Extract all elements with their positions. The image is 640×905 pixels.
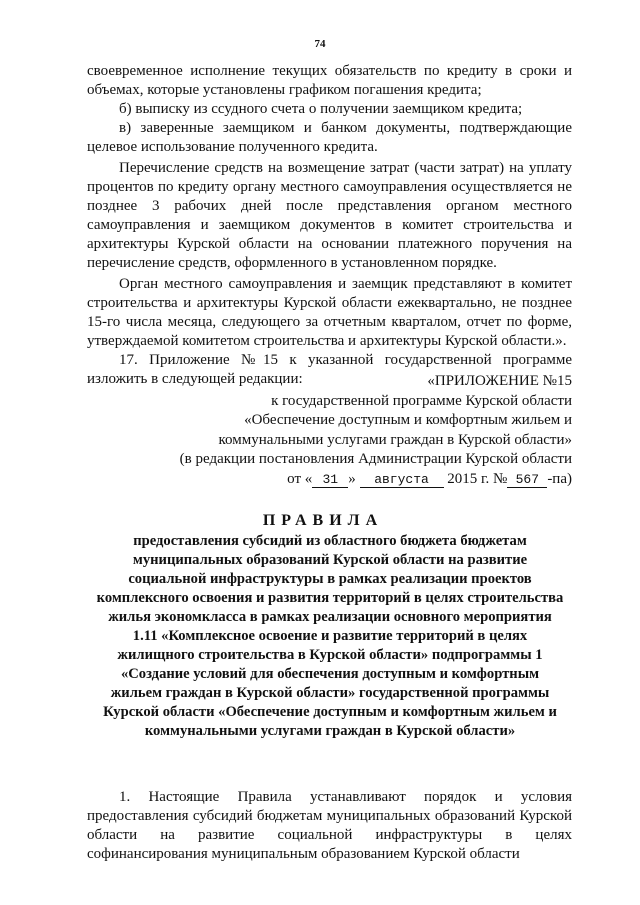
heading-line: жилищного строительства в Курской области» подпрограммы 1	[117, 647, 543, 663]
number-suffix: -па)	[547, 470, 572, 487]
paragraph-transfer: Перечисление средств на возмещение затрат (части затрат) на уплату процентов по кредиту органу местного самоуправления осуществляется не позднее 3 рабочих дней после представления органом местного самоуправления и заемщиком документов в комитет строительства и архитектуры Курской области на основании платежного поручения на перечисление средств, оформленного в установленном порядке.	[87, 160, 572, 271]
rules-body	[87, 788, 572, 864]
paragraph-report: Орган местного самоуправления и заемщик представляют в комитет строительства и архитектуры Курской области ежеквартально, не позднее 15-го числа месяца, следующего за отчетным кварталом, отчет по форме, утверждаемой комитетом строительства и архитектуры Курской области.».	[87, 276, 572, 349]
date-day-field: 31	[312, 472, 348, 488]
page-number: 74	[314, 38, 326, 50]
paragraph-continuation: своевременное исполнение текущих обязательств по кредиту в сроки и объемах, которые установлены графиком погашения кредита;	[87, 63, 572, 98]
heading-line: комплексного освоения и развития территорий в целях строительства	[96, 590, 564, 606]
appendix-line: к государственной программе Курской области	[271, 392, 572, 409]
paragraph-item-b: б) выписку из ссудного счета о получении заемщиком кредита;	[119, 101, 523, 117]
date-prefix: от «	[287, 470, 313, 487]
heading-line: жилья экономкласса в рамках реализации основного мероприятия	[108, 609, 552, 625]
heading-line: социальной инфраструктуры в рамках реализации проектов	[128, 571, 532, 587]
paragraph-item-17: 17. Приложение №15 к указанной государственной программе изложить в следующей редакции:	[87, 352, 572, 387]
rules-paragraph-1: 1. Настоящие Правила устанавливают порядок и условия предоставления субсидий бюджетам муниципальных образований Курской области на развитие социальной инфраструктуры в целях софинансирования муниципальным образованием Курской области	[87, 789, 572, 862]
document-body	[87, 62, 572, 389]
appendix-date-line	[132, 470, 572, 490]
date-mid: »	[348, 470, 356, 487]
appendix-line: «Обеспечение доступным и комфортным жильем и	[244, 412, 572, 428]
document-heading	[80, 532, 580, 741]
heading-line: 1.11 «Комплексное освоение и развитие территорий в целях	[132, 628, 528, 644]
paragraph-item-v: в) заверенные заемщиком и банком документы, подтверждающие целевое использование полученного кредита.	[87, 120, 572, 155]
heading-line: предоставления субсидий из областного бюджета бюджетам	[133, 533, 527, 549]
date-year: 2015 г. №	[447, 470, 508, 487]
heading-line: «Создание условий для обеспечения доступным и комфортным	[120, 666, 540, 682]
document-number-field: 567	[507, 472, 547, 488]
heading-line: Курской области «Обеспечение доступным и комфортным жильем и	[103, 704, 557, 720]
heading-line: муниципальных образований Курской области на развитие	[132, 552, 528, 568]
appendix-header	[132, 372, 572, 489]
appendix-line: (в редакции постановления Администрации Курской области	[179, 451, 572, 467]
heading-line: жильем граждан в Курской области» государственной программы	[110, 685, 550, 701]
heading-line: коммунальными услугами граждан в Курской области»	[144, 723, 516, 739]
date-month-field: августа	[360, 472, 444, 488]
appendix-title: «ПРИЛОЖЕНИЕ №15	[427, 373, 572, 389]
appendix-line: коммунальными услугами граждан в Курской области»	[218, 431, 572, 448]
document-title: ПРАВИЛА	[262, 512, 384, 529]
